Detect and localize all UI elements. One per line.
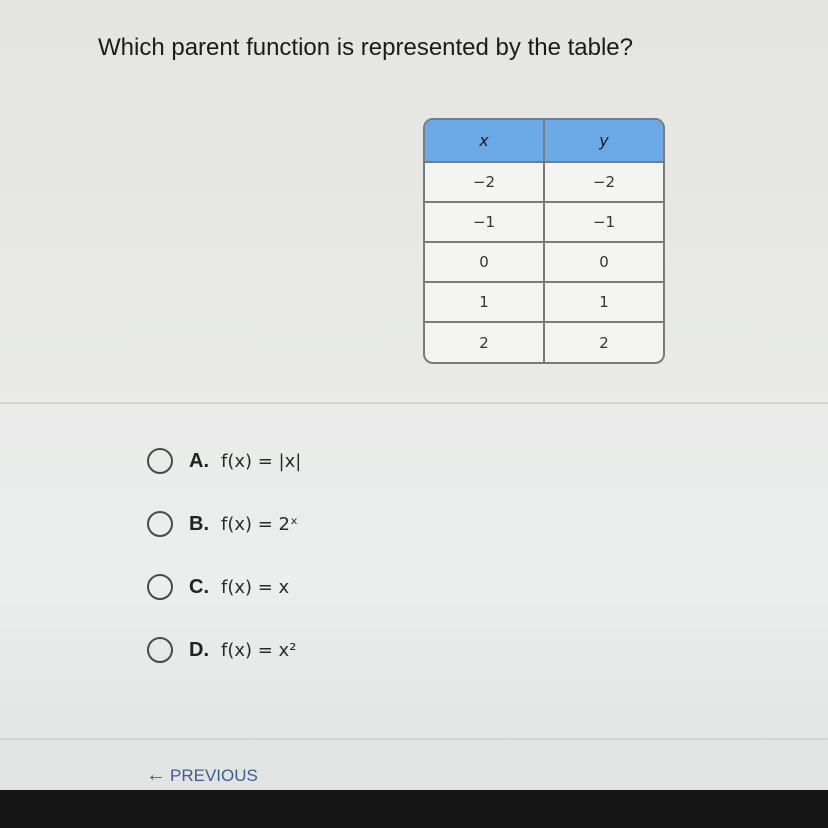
previous-label: PREVIOUS — [170, 765, 258, 785]
table-cell-y: 2 — [544, 322, 663, 362]
table-cell-x: 2 — [425, 322, 544, 362]
option-c[interactable] — [147, 572, 301, 602]
table-cell-y: −1 — [544, 202, 663, 242]
table-cell-x: −1 — [425, 202, 544, 242]
table-row — [425, 322, 663, 362]
screen-bezel — [0, 790, 828, 828]
table-cell-x: 1 — [425, 282, 544, 322]
option-letter: C. — [189, 575, 209, 598]
table-cell-x: −2 — [425, 162, 544, 202]
table-cell-x: 0 — [425, 242, 544, 282]
arrow-left-icon: ← — [146, 764, 166, 786]
radio-button-c[interactable] — [147, 574, 173, 600]
option-d[interactable] — [147, 635, 301, 665]
answer-options — [147, 446, 301, 698]
table-row — [425, 162, 663, 202]
radio-button-b[interactable] — [147, 511, 173, 537]
table-header-row — [425, 120, 663, 162]
option-text: f(x) = x — [221, 576, 290, 598]
footer-divider — [0, 738, 828, 740]
section-divider — [0, 402, 828, 404]
table-cell-y: 0 — [544, 242, 663, 282]
table-row — [425, 202, 663, 242]
column-header-x: x — [425, 120, 544, 162]
function-table — [423, 118, 665, 364]
radio-button-d[interactable] — [147, 637, 173, 663]
option-a[interactable] — [147, 446, 301, 476]
table-cell-y: −2 — [544, 162, 663, 202]
previous-button[interactable] — [146, 764, 258, 787]
table-row — [425, 242, 663, 282]
option-letter: B. — [189, 512, 209, 535]
table-row — [425, 282, 663, 322]
option-text: f(x) = |x| — [221, 450, 302, 472]
column-header-y: y — [544, 120, 663, 162]
table-cell-y: 1 — [544, 282, 663, 322]
option-text: f(x) = 2ˣ — [221, 513, 299, 535]
option-letter: A. — [189, 449, 209, 472]
question-text: Which parent function is represented by the table? — [98, 34, 633, 61]
option-b[interactable] — [147, 509, 301, 539]
option-letter: D. — [189, 638, 209, 661]
radio-button-a[interactable] — [147, 448, 173, 474]
option-text: f(x) = x² — [221, 639, 297, 661]
